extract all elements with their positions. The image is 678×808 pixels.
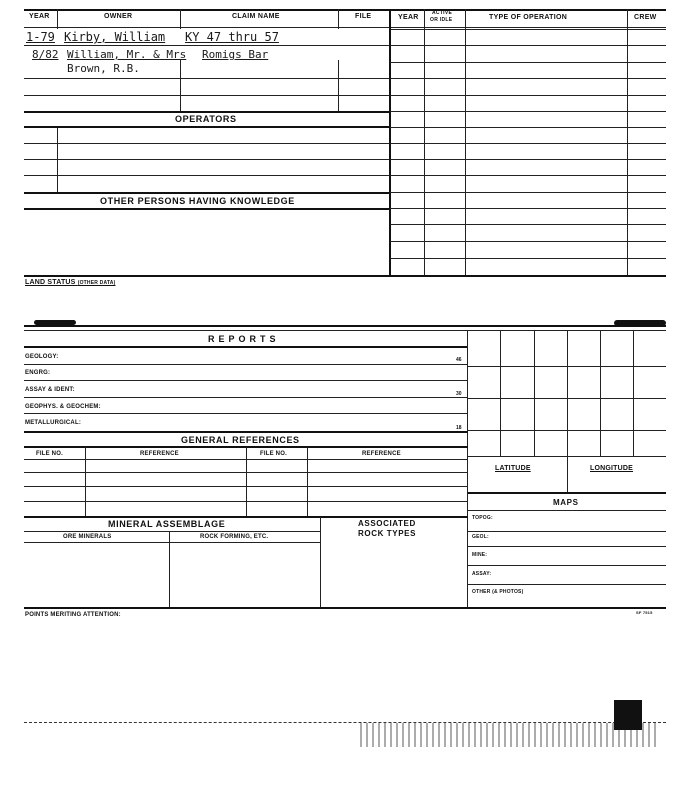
right-row bbox=[390, 143, 666, 144]
right-col-year bbox=[424, 9, 425, 275]
report-metallurgical: METALLURGICAL: bbox=[25, 420, 82, 426]
header-underline-right bbox=[390, 29, 666, 30]
longitude-label: LONGITUDE bbox=[590, 465, 634, 472]
right-header-year: YEAR bbox=[398, 14, 419, 21]
ore-minerals-label: ORE MINERALS bbox=[63, 534, 112, 540]
grid-col bbox=[500, 331, 501, 456]
mineral-col-ore bbox=[169, 532, 170, 608]
operators-top bbox=[24, 111, 389, 113]
report-num: 46 bbox=[456, 357, 462, 363]
right-row bbox=[390, 62, 666, 63]
form-number: SF 7515 bbox=[636, 610, 653, 615]
right-row bbox=[390, 78, 666, 79]
maps-assay: ASSAY: bbox=[472, 571, 492, 577]
other-persons-title: OTHER PERSONS HAVING KNOWLEDGE bbox=[100, 196, 295, 206]
gen-ref-top bbox=[24, 431, 468, 433]
entry-owner-1: Kirby, William bbox=[64, 30, 166, 44]
top-border bbox=[24, 9, 666, 11]
maps-top bbox=[468, 492, 666, 494]
gen-ref-reference-2: REFERENCE bbox=[362, 451, 401, 457]
grid-row bbox=[468, 430, 666, 431]
mineral-col-assoc bbox=[320, 517, 321, 608]
maps-title: MAPS bbox=[553, 498, 579, 507]
gen-ref-file-no-2: FILE NO. bbox=[260, 451, 287, 457]
rock-forming-label: ROCK FORMING, ETC. bbox=[200, 534, 269, 540]
row-line bbox=[24, 459, 468, 460]
assoc-title-1: ASSOCIATED bbox=[358, 519, 416, 528]
right-col-type bbox=[627, 9, 628, 275]
right-row bbox=[390, 127, 666, 128]
points-label: POINTS MERITING ATTENTION: bbox=[25, 612, 121, 618]
top-section-bottom bbox=[24, 275, 666, 277]
report-assay: ASSAY & IDENT: bbox=[25, 387, 75, 393]
gen-ref-col bbox=[307, 447, 308, 516]
entry-owner-2: William, Mr. & Mrs bbox=[67, 48, 187, 61]
right-col-active bbox=[465, 9, 466, 275]
row-line bbox=[24, 143, 389, 144]
entry-year-2: 8/82 bbox=[32, 48, 59, 61]
mineral-top bbox=[24, 516, 468, 518]
right-row bbox=[390, 192, 666, 193]
row-line bbox=[24, 397, 468, 398]
right-header-idle: OR IDLE bbox=[430, 17, 453, 23]
header-claim-name: CLAIM NAME bbox=[232, 13, 280, 20]
row-line bbox=[24, 413, 468, 414]
land-status-label: LAND STATUS (OTHER DATA) bbox=[25, 279, 116, 286]
report-geology: GEOLOGY: bbox=[25, 354, 59, 360]
maps-geol: GEOL: bbox=[472, 534, 489, 540]
operators-col bbox=[57, 128, 58, 192]
reports-right-divider bbox=[467, 330, 468, 608]
row-line bbox=[468, 565, 666, 566]
header-file: FILE bbox=[355, 13, 372, 20]
row-line bbox=[24, 45, 389, 46]
maps-other: OTHER (& PHOTOS) bbox=[472, 589, 524, 595]
maps-header-line bbox=[468, 510, 666, 511]
operators-header-line bbox=[24, 126, 389, 128]
right-row bbox=[390, 175, 666, 176]
row-line bbox=[468, 584, 666, 585]
right-header-active: ACTIVE bbox=[432, 10, 453, 16]
right-row bbox=[390, 258, 666, 259]
reports-header-line bbox=[24, 346, 468, 348]
row-line bbox=[24, 364, 468, 365]
scan-block bbox=[614, 700, 642, 730]
row-line bbox=[24, 380, 468, 381]
grid-col bbox=[600, 331, 601, 456]
grid-col bbox=[633, 331, 634, 456]
grid-row bbox=[468, 456, 666, 457]
row-line bbox=[24, 175, 389, 176]
gen-ref-title: GENERAL REFERENCES bbox=[181, 435, 300, 445]
row-line bbox=[468, 531, 666, 532]
gen-ref-col bbox=[85, 447, 86, 516]
row-line bbox=[24, 472, 468, 473]
reports-top-border-2 bbox=[24, 330, 666, 331]
grid-col bbox=[567, 331, 568, 492]
gen-ref-col bbox=[246, 447, 247, 516]
entry-owner-3: Brown, R.B. bbox=[67, 62, 140, 75]
divider-year bbox=[57, 9, 58, 29]
row-line bbox=[24, 159, 389, 160]
right-header-crew: CREW bbox=[634, 14, 657, 21]
maps-topog: TOPOG: bbox=[472, 515, 493, 521]
mineral-title: MINERAL ASSEMBLAGE bbox=[108, 519, 226, 529]
divider-owner bbox=[180, 9, 181, 29]
entry-claim-1: KY 47 thru 57 bbox=[185, 30, 279, 44]
bottom-border bbox=[24, 607, 666, 609]
reports-top-border bbox=[24, 325, 666, 327]
grid-row bbox=[468, 398, 666, 399]
report-num: 18 bbox=[456, 425, 462, 431]
grid-row bbox=[468, 366, 666, 367]
gen-ref-reference-1: REFERENCE bbox=[140, 451, 179, 457]
report-geophys: GEOPHYS. & GEOCHEM: bbox=[25, 404, 101, 410]
row-line bbox=[24, 486, 468, 487]
right-row bbox=[390, 208, 666, 209]
divider-claim bbox=[338, 9, 339, 29]
report-engrg: ENGRG: bbox=[25, 370, 51, 376]
mineral-header-line bbox=[24, 531, 320, 532]
grid-col bbox=[534, 331, 535, 456]
maps-mine: MINE: bbox=[472, 552, 488, 558]
owner-col-line bbox=[180, 60, 181, 111]
assoc-title-2: ROCK TYPES bbox=[358, 529, 417, 538]
reports-title: REPORTS bbox=[208, 334, 280, 344]
report-num: 30 bbox=[456, 391, 462, 397]
row-line bbox=[468, 546, 666, 547]
row-line bbox=[24, 95, 389, 96]
right-header-type: TYPE OF OPERATION bbox=[489, 14, 568, 21]
other-persons-header-line bbox=[24, 208, 389, 210]
right-row bbox=[390, 95, 666, 96]
right-row bbox=[390, 111, 666, 112]
entry-claim-2: Romigs Bar bbox=[202, 48, 269, 61]
claim-col-line bbox=[338, 60, 339, 111]
right-row bbox=[390, 159, 666, 160]
right-row bbox=[390, 241, 666, 242]
header-owner: OWNER bbox=[104, 13, 133, 20]
mineral-sub-line bbox=[24, 542, 320, 543]
header-year: YEAR bbox=[29, 13, 50, 20]
row-line bbox=[24, 78, 389, 79]
other-persons-top bbox=[24, 192, 389, 194]
right-row bbox=[390, 224, 666, 225]
entry-year-1: 1-79 bbox=[26, 30, 55, 44]
header-underline bbox=[24, 27, 666, 28]
right-row bbox=[390, 45, 666, 46]
operators-title: OPERATORS bbox=[175, 114, 237, 124]
latitude-label: LATITUDE bbox=[495, 465, 531, 472]
row-line bbox=[24, 501, 468, 502]
gen-ref-file-no-1: FILE NO. bbox=[36, 451, 63, 457]
